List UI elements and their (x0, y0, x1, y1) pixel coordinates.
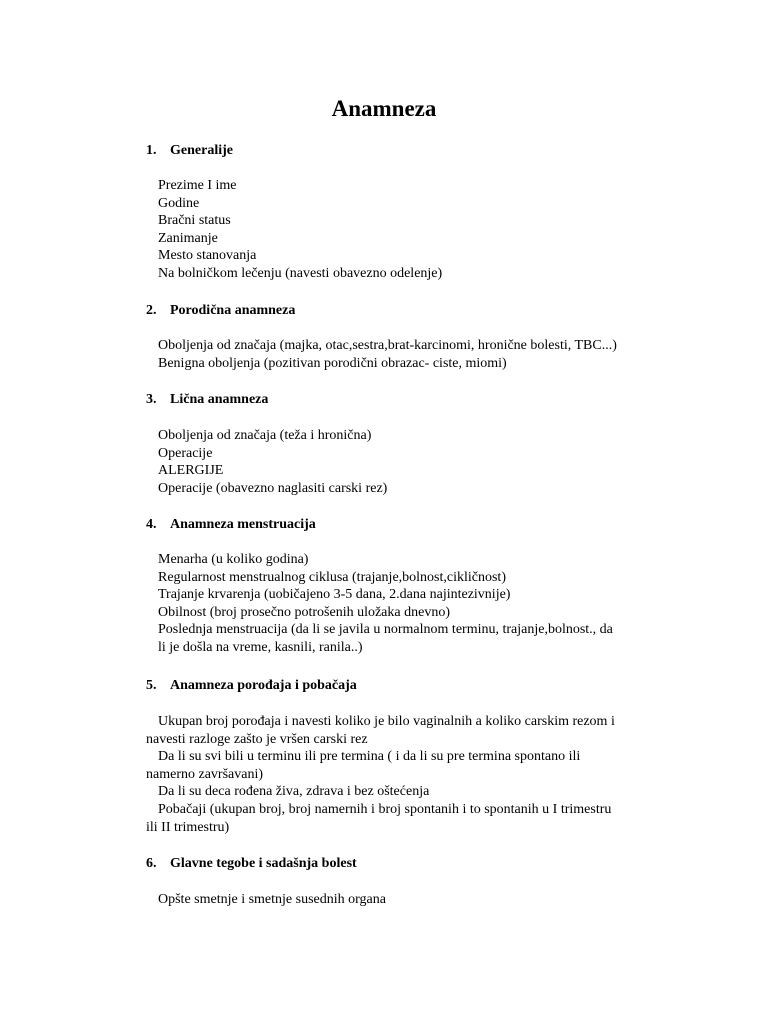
section-number: 2. (146, 303, 157, 318)
list-item: Na bolničkom lečenju (navesti obavezno odelenje) (158, 265, 443, 281)
list-item: Oboljenja od značaja (majka, otac,sestra,brat-karcinomi, hronične bolesti, TBC...) (158, 338, 617, 353)
list-item-continuation: navesti razloge zašto je vršen carski rez (146, 731, 368, 747)
section-body-glavne-tegobe (146, 891, 666, 909)
section-body-anamneza-porodjaja (146, 713, 666, 836)
section-title: Lična anamneza (170, 392, 269, 407)
list-item: Da li su deca rođena živa, zdrava i bez oštećenja (158, 784, 430, 800)
section-body-generalije (146, 177, 666, 283)
section-heading-anamneza-menstruacija (146, 516, 316, 534)
list-item: Mesto stanovanja (158, 248, 257, 264)
section-title: Generalije (170, 143, 233, 158)
list-item: Trajanje krvarenja (uobičajeno 3-5 dana, 2.dana najintezivnije) (158, 587, 511, 603)
section-heading-licna-anamneza (146, 391, 268, 409)
section-body-porodicna-anamneza (146, 337, 666, 372)
list-item: Poslednja menstruacija (da li se javila u normalnom terminu, trajanje,bolnost., da (158, 622, 613, 638)
list-item: Ukupan broj porođaja i navesti koliko je bilo vaginalnih a koliko carskim rezom i (158, 714, 615, 729)
section-number: 5. (146, 678, 157, 693)
list-item: Menarha (u koliko godina) (158, 552, 309, 567)
list-item-continuation: ili II trimestru) (146, 819, 230, 835)
list-item: Prezime I ime (158, 178, 237, 193)
list-item: Operacije (158, 445, 213, 461)
list-item: Godine (158, 195, 200, 211)
list-item: Operacije (obavezno naglasiti carski rez) (158, 480, 388, 496)
list-item: Obilnost (broj prosečno potrošenih uložaka dnevno) (158, 604, 450, 620)
section-body-anamneza-menstruacija (146, 551, 666, 657)
list-item: Oboljenja od značaja (teža i hronična) (158, 428, 372, 443)
section-number: 3. (146, 392, 157, 407)
section-heading-porodicna-anamneza (146, 302, 295, 320)
section-title: Anamneza menstruacija (170, 517, 316, 532)
list-item-continuation: namerno završavani) (146, 766, 263, 782)
section-title: Porodična anamneza (170, 303, 296, 318)
section-title: Anamneza porođaja i pobačaja (170, 678, 357, 693)
list-item: ALERGIJE (158, 463, 224, 479)
document-title: Anamneza (331, 96, 437, 121)
list-item: Bračni status (158, 213, 231, 229)
list-item: Opšte smetnje i smetnje susednih organa (158, 892, 386, 907)
section-number: 1. (146, 143, 157, 158)
section-heading-glavne-tegobe (146, 855, 357, 873)
list-item: Regularnost menstrualnog ciklusa (trajanje,bolnost,cikličnost) (158, 569, 506, 585)
list-item-continuation: li je došla na vreme, kasnili, ranila..) (158, 639, 363, 655)
section-heading-anamneza-porodjaja (146, 677, 357, 695)
list-item: Zanimanje (158, 230, 218, 246)
list-item: Da li su svi bili u terminu ili pre termina ( i da li su pre termina spontano ili (158, 749, 581, 765)
list-item: Pobačaji (ukupan broj, broj namernih i broj spontanih i to spontanih u I trimestru (158, 801, 612, 817)
section-body-licna-anamneza (146, 427, 666, 497)
section-number: 6. (146, 856, 157, 871)
list-item: Benigna oboljenja (pozitivan porodični obrazac- ciste, miomi) (158, 355, 507, 371)
section-number: 4. (146, 517, 157, 532)
section-title: Glavne tegobe i sadašnja bolest (170, 856, 357, 871)
section-heading-generalije (146, 142, 233, 160)
